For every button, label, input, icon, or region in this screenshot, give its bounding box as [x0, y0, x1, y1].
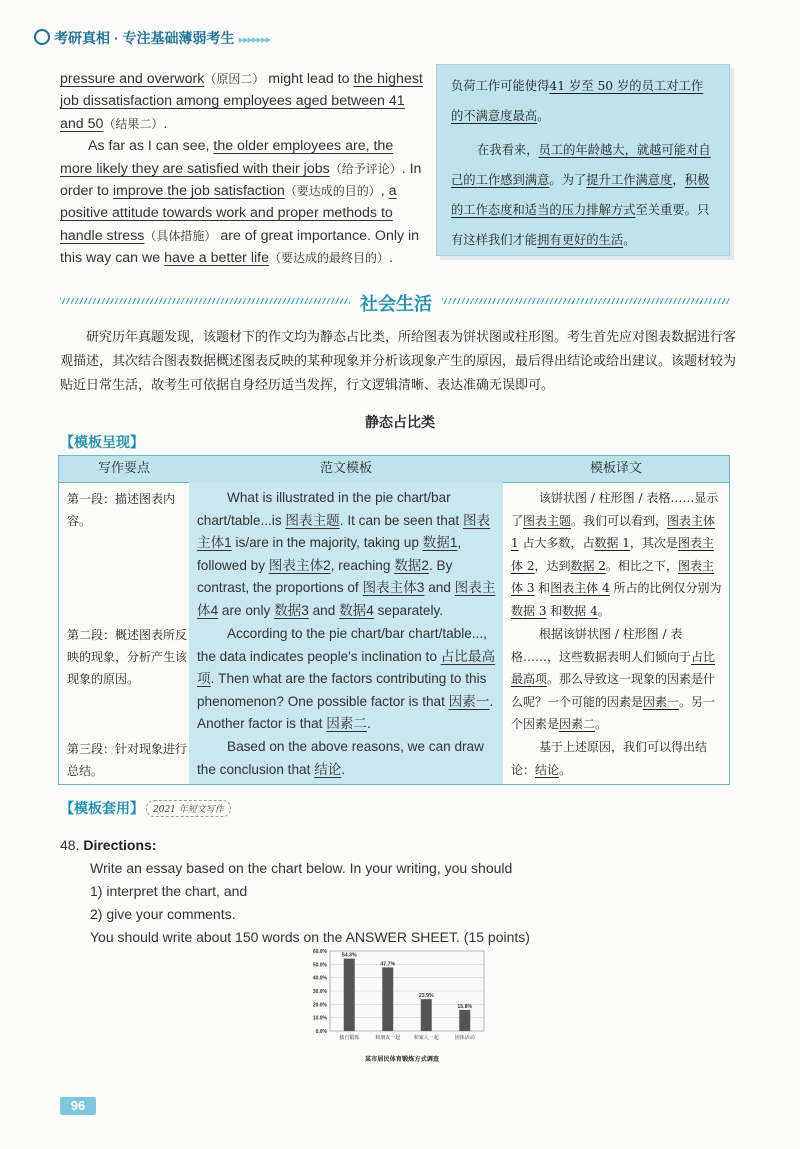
y-tick-label: 40.0% — [312, 975, 327, 982]
essay-paragraph-2 — [60, 135, 425, 269]
translation-phrase: 员工的年龄越大，就越可能对自己的工作感到满意 — [451, 143, 711, 187]
y-tick-label: 0.0% — [315, 1029, 327, 1035]
essay-note: （给予评论） — [329, 161, 402, 176]
translation-phrase: 积极的工作态度和适当的压力排解方式 — [451, 173, 710, 217]
essay-phrase: pressure and overwork — [60, 71, 205, 87]
translation-text: 。为了 — [549, 173, 587, 187]
essay-phrase: improve the job satisfaction — [112, 183, 285, 200]
template-text: 。我们可以看到， — [571, 513, 668, 528]
essay-text: might lead to — [264, 71, 354, 87]
template-placeholder: 图表主体 3 — [511, 558, 714, 596]
essay-paragraph-1 — [60, 68, 425, 135]
essay-text: . In order to — [60, 160, 422, 200]
template-placeholder: 图表主体 2 — [511, 536, 714, 573]
essay-note: （要达成的目的） — [284, 184, 381, 199]
essay-note: （具体措施） — [144, 228, 217, 243]
translation-text: 。 — [623, 233, 636, 247]
translation-phrase: 41 岁至 50 岁的员工对工作的不满意度最高 — [451, 79, 704, 123]
template-placeholder: 数据3 — [274, 602, 309, 618]
question-title — [60, 834, 660, 857]
data-label: 47.7% — [380, 961, 396, 968]
template-text: . Another factor is that — [197, 693, 494, 732]
translation-text: 至关重要。只有这样我们才能 — [451, 203, 710, 247]
bar — [344, 959, 355, 1031]
template-text: and — [424, 580, 455, 596]
intro-paragraph: 研究历年真题发现，该题材下的作文均为静态占比类，所给图表为饼状图或柱形图。考生首先应对图表数据进行客观描述，其次结合图表数据概述图表反映的某种现象并分析该现象产生的原因，最后得出结论或给出建议。该题材较为贴近日常生活，故考生可依据自身经历适当发挥，行文逻辑清晰、表达准确无误即可。 — [60, 330, 737, 393]
template-text: Based on the above reasons, we can draw the conclusion that — [197, 739, 484, 777]
essay-note: （要达成的最终目的） — [269, 251, 390, 266]
template-text: is/are in the majority, taking up — [231, 535, 423, 551]
y-tick-label: 20.0% — [312, 1002, 327, 1009]
chart-title: 某市居民体育锻炼方式调查 — [364, 1056, 440, 1063]
template-text: 和 — [534, 581, 551, 596]
template-text: 。相比之下， — [605, 558, 678, 573]
template-placeholder: 图表主体 1 — [511, 513, 716, 551]
essay-phrase: the highest job dissatisfaction among employees aged between 41 and 50 — [60, 71, 423, 132]
template-placeholder: 因素二 — [559, 717, 596, 732]
bar — [382, 967, 393, 1031]
template-placeholder: 因素二 — [326, 716, 367, 732]
table-header-template: 范文模板 — [189, 456, 504, 483]
template-text: , reaching — [330, 557, 395, 573]
table-cell-template — [197, 487, 499, 623]
template-text: separately. — [373, 602, 444, 618]
translation-text: 负荷工作可能使得 — [451, 79, 550, 93]
translation-phrase: 提升工作满意度 — [586, 173, 673, 187]
essay-text: . — [389, 250, 393, 267]
x-tick-label: 独自锻炼 — [339, 1035, 360, 1041]
template-placeholder: 数据1 — [422, 535, 458, 551]
section-title: 社会生活 — [360, 294, 432, 314]
brand-header — [34, 28, 270, 48]
divider-left — [60, 298, 350, 304]
template-text: What is illustrated in the pie chart/bar chart/table...is — [197, 490, 451, 528]
template-tag: 【模板呈现】 — [60, 435, 144, 451]
template-placeholder: 数据 3 — [511, 603, 547, 618]
question-label: Directions: — [83, 837, 157, 853]
y-tick-label: 60.0% — [312, 949, 327, 955]
template-placeholder: 占比最高项 — [511, 649, 716, 687]
template-placeholder: 图表主体1 — [197, 512, 491, 551]
translation-paragraph-1 — [451, 71, 715, 131]
template-placeholder: 数据 2 — [570, 558, 606, 573]
essay-text: As far as I can see, — [88, 138, 214, 155]
template-placeholder: 图表主题 — [285, 512, 340, 528]
question-line: 1) interpret the chart, and — [90, 883, 248, 899]
table-cell-translation — [511, 487, 725, 623]
template-placeholder: 图表主体4 — [197, 580, 496, 618]
bar — [421, 999, 432, 1031]
essay-paragraphs — [60, 68, 425, 270]
translation-text: ， — [672, 173, 685, 187]
template-text: 。 — [559, 762, 572, 777]
bar-chart — [302, 943, 502, 1073]
template-placeholder: 占比最高项 — [197, 648, 496, 687]
question-block — [60, 834, 660, 949]
search-icon — [34, 29, 50, 45]
apply-tag: 【模板套用】 — [60, 801, 144, 817]
year-badge: 2021 年短文写作 — [146, 800, 231, 817]
template-placeholder: 数据 4 — [562, 603, 598, 618]
x-tick-label: 团体活动 — [454, 1035, 475, 1041]
translation-paragraph-2 — [451, 135, 715, 255]
template-placeholder: 因素一 — [448, 693, 490, 709]
question-line: You should write about 150 words on the ANSWER SHEET. (15 points) — [90, 929, 530, 945]
question-number: 48. — [60, 837, 84, 853]
divider-right — [442, 298, 730, 304]
essay-phrase: the older employees are, the more likely they are satisfied with their jobs — [60, 138, 394, 177]
template-text: 。 — [595, 717, 608, 732]
data-label: 15.8% — [457, 1003, 473, 1010]
template-text: are only — [218, 602, 275, 618]
essay-phrase: have a better life — [164, 250, 269, 267]
x-tick-label: 和家人一起 — [413, 1035, 439, 1041]
essay-text: , — [380, 183, 389, 200]
essay-phrase: a positive attitude towards work and proper methods to handle stress — [60, 183, 397, 244]
question-line: Write an essay based on the chart below. In your writing, you should — [90, 860, 513, 876]
template-text: 。 — [597, 603, 610, 618]
template-placeholder: 数据 1 — [594, 536, 630, 551]
table-cell-point: 第三段：针对现象进行总结。 — [67, 742, 188, 778]
template-placeholder: 结论 — [535, 762, 560, 777]
table-cell-template — [197, 736, 499, 781]
table-header-translation: 模板译文 — [503, 456, 729, 483]
template-text: . — [367, 716, 371, 732]
template-placeholder: 数据2 — [394, 557, 429, 573]
template-text: 。另一个因素是 — [511, 694, 716, 732]
subheading: 静态占比类 — [365, 415, 435, 431]
table-header-point: 写作要点 — [59, 456, 190, 483]
translation-text: 。 — [537, 109, 550, 123]
essay-text: are of great importance. Only in this way can we — [60, 227, 420, 267]
template-placeholder: 因素一 — [643, 694, 680, 709]
y-tick-label: 10.0% — [312, 1015, 327, 1022]
brand-text: 考研真相 · 专注基础薄弱考生 — [54, 30, 235, 46]
page-number: 96 — [60, 1097, 96, 1115]
translation-text: 在我看来， — [477, 143, 539, 157]
template-text: 和 — [546, 603, 563, 618]
template-text: ，达到 — [534, 558, 571, 573]
question-line: 2) give your comments. — [90, 906, 236, 922]
table-cell-point: 第二段：概述图表所反映的现象，分析产生该现象的原因。 — [67, 628, 188, 686]
template-placeholder: 图表主体 4 — [550, 581, 610, 596]
essay-note: （结果二） — [103, 116, 164, 131]
template-placeholder: 结论 — [314, 761, 342, 777]
template-text: 。那么导致这一现象的因素是什么呢？一个可能的因素是 — [511, 672, 716, 709]
data-label: 23.9% — [418, 993, 434, 1000]
table-cell-point: 第一段：描述图表内容。 — [67, 492, 176, 528]
template-placeholder: 图表主体2 — [268, 557, 331, 573]
essay-text: . — [163, 115, 168, 132]
template-text: 占大多数，占 — [518, 536, 595, 551]
translation-phrase: 拥有更好的生活 — [537, 233, 624, 247]
section-heading — [60, 290, 730, 314]
y-tick-label: 30.0% — [312, 989, 327, 995]
template-text: 基于上述原因，我们可以得出结论： — [511, 740, 708, 777]
bar — [459, 1010, 470, 1031]
template-text: and — [308, 602, 340, 618]
table-cell-translation — [511, 623, 725, 736]
template-text: 该饼状图 / 柱形图 / 表格……显示了 — [511, 491, 719, 528]
template-text: ，其次是 — [629, 536, 678, 551]
template-text: . It can be seen that — [339, 512, 463, 528]
template-text: . By contrast, the proportions of — [197, 557, 453, 596]
template-text: , followed by — [197, 535, 462, 573]
arrows-decoration: ▸▸▸▸▸▸▸ — [238, 34, 271, 46]
y-tick-label: 50.0% — [312, 962, 327, 969]
template-text: . Then what are the factors contributing to this phenomenon? One possible factor is that — [197, 671, 487, 709]
template-text: 根据该饼状图 / 柱形图 / 表格……，这些数据表明人们倾向于 — [511, 627, 692, 664]
template-placeholder: 数据4 — [339, 602, 374, 618]
template-text: According to the pie chart/bar chart/table..., the data indicates people's inclination to — [197, 626, 487, 664]
table-cell-template — [197, 623, 499, 736]
essay-note: （原因二） — [204, 72, 265, 86]
translation-box — [436, 64, 730, 256]
data-label: 54.3% — [341, 952, 357, 959]
template-table — [58, 455, 730, 785]
template-placeholder: 图表主体3 — [362, 580, 425, 596]
table-cell-translation — [511, 736, 725, 781]
template-placeholder: 图表主题 — [523, 513, 572, 528]
x-tick-label: 和朋友一起 — [375, 1035, 401, 1041]
template-text: . — [341, 761, 346, 777]
template-text: 所占的比例仅分别为 — [609, 581, 722, 596]
